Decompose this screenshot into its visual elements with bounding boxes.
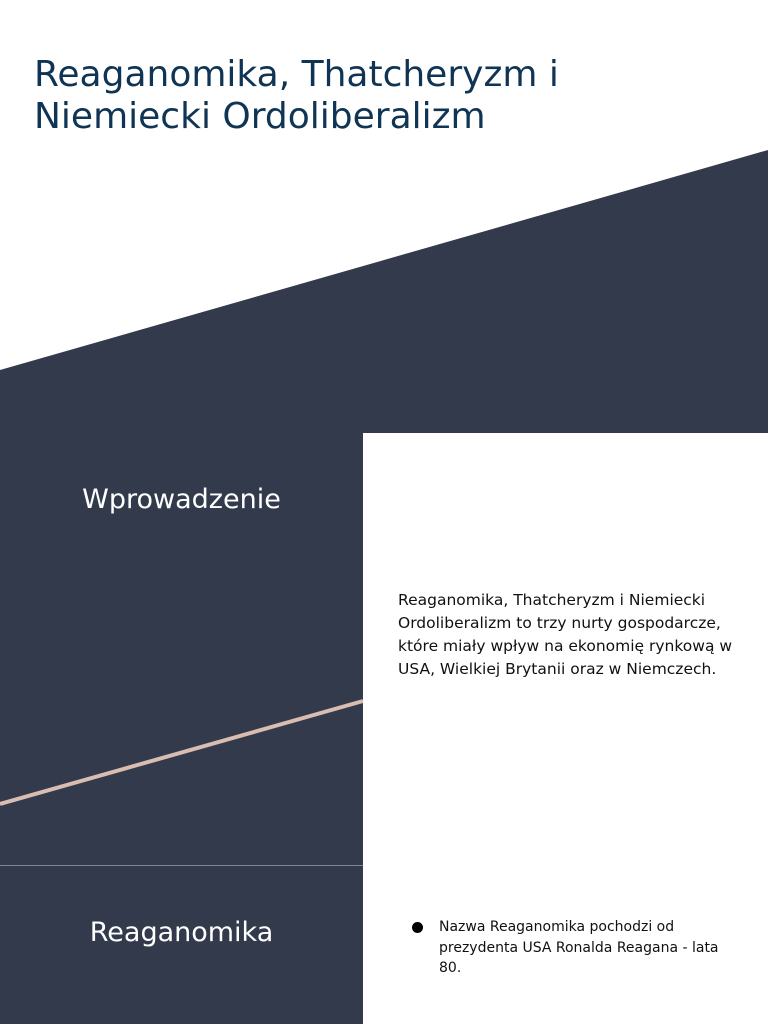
bullet-text: Nazwa Reaganomika pochodzi od prezydenta USA Ronalda Reagana - lata 80.: [439, 919, 719, 976]
reaganomika-bullet-list: [412, 917, 732, 979]
intro-heading: Wprowadzenie: [82, 484, 281, 515]
list-item: [412, 917, 732, 979]
page-title: Reaganomika, Thatcheryzm i Niemiecki Ordoliberalizm: [34, 54, 559, 137]
section-divider: [0, 865, 363, 866]
intro-paragraph: Reaganomika, Thatcheryzm i Niemiecki Ordoliberalizm to trzy nurty gospodarcze, które miały wpływ na ekonomię rynkową w USA, Wielkiej Brytanii oraz w Niemczech.: [398, 591, 733, 678]
reaganomika-heading: Reaganomika: [89, 917, 274, 948]
bullet-icon: [412, 922, 423, 933]
